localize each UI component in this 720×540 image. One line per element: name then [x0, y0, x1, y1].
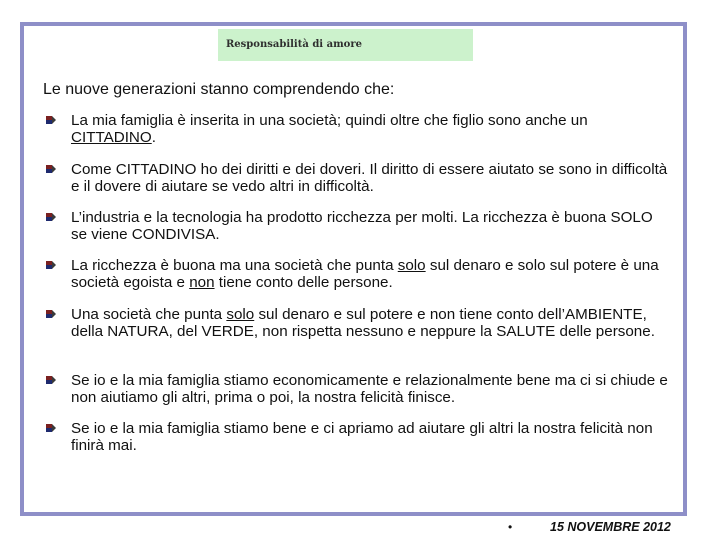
bullet-arrow-icon: [45, 164, 57, 176]
bullet-arrow-icon: [45, 115, 57, 127]
bullet-arrow-icon: [45, 212, 57, 224]
list-item-text: Se io e la mia famiglia stiamo economicamente e relazionalmente bene ma ci si chiude e non aiutiamo gli altri, prima o poi, la nostra felicità finisce.: [71, 372, 668, 406]
intro-text: Le nuove generazioni stanno comprendendo che:: [43, 81, 395, 98]
bullet-arrow-icon: [45, 423, 57, 435]
list-item-text: Se io e la mia famiglia stiamo bene e ci apriamo ad aiutare gli altri la nostra felicità non finirà mai.: [71, 420, 653, 454]
list-item-text: Come CITTADINO ho dei diritti e dei doveri. Il diritto di essere aiutato se sono in difficoltà e il dovere di aiutare se vedo altri in difficoltà.: [71, 161, 668, 195]
footer-date: 15 NOVEMBRE 2012: [550, 520, 671, 534]
list-item-text: L’industria e la tecnologia ha prodotto ricchezza per molti. La ricchezza è buona SOLO se viene CONDIVISA.: [71, 209, 653, 243]
bullet-arrow-icon: [45, 309, 57, 321]
underlined-word: solo: [226, 306, 255, 323]
list-item-text: La mia famiglia è inserita in una società; quindi oltre che figlio sono anche un CITTADINO.: [71, 112, 588, 146]
bullet-arrow-icon: [45, 375, 57, 387]
list-item-text: La ricchezza è buona ma una società che punta solo sul denaro e solo sul potere è una società egoista e non tiene conto delle persone.: [71, 257, 659, 291]
slide-footer: [0, 520, 720, 540]
slide-title: Responsabilità di amore: [226, 39, 362, 50]
list-item-text: Una società che punta solo sul denaro e sul potere e non tiene conto dell’AMBIENTE, della NATURA, del VERDE, non rispetta nessuno e neppure la SALUTE delle persone.: [71, 306, 655, 340]
underlined-word: solo: [397, 257, 426, 274]
underlined-word: CITTADINO: [71, 129, 152, 146]
underlined-word: non: [189, 274, 215, 291]
bullet-arrow-icon: [45, 260, 57, 272]
title-banner: [218, 29, 473, 61]
footer-bullet: •: [508, 520, 513, 534]
